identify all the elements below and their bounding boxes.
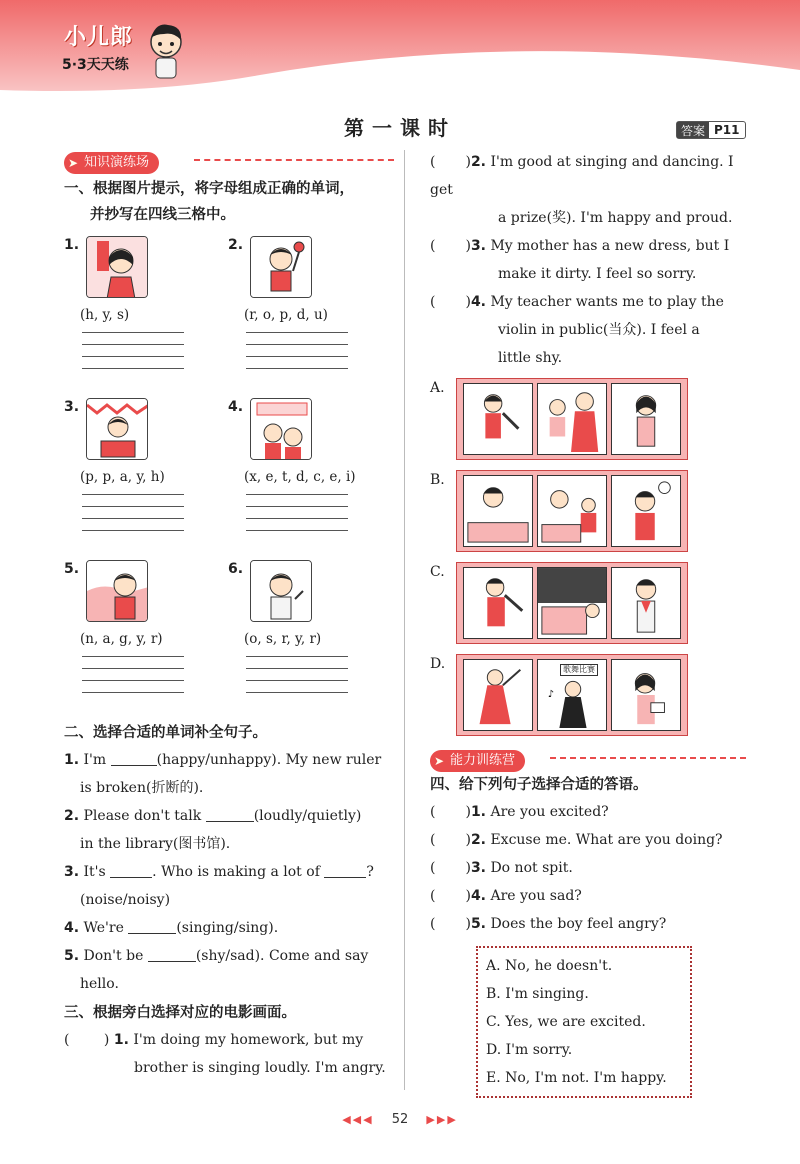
answer-blank[interactable] <box>128 918 176 934</box>
film-option-c[interactable] <box>430 562 750 644</box>
film-frame <box>463 475 533 547</box>
girl-violin-icon <box>464 384 532 454</box>
question-number: 4. <box>64 920 80 936</box>
part2-question-5 <box>64 942 394 998</box>
film-frame <box>537 659 607 731</box>
brand-subtitle: 5·3天天练 <box>62 57 129 73</box>
question-text: Do not spit. <box>490 860 573 876</box>
question-number: 3. <box>470 860 486 876</box>
answer-paren-close: ) <box>465 888 471 904</box>
item-number: 3. <box>64 399 80 415</box>
film-strip <box>456 470 688 552</box>
dancing-girl-icon <box>464 660 532 730</box>
question-text: hello. <box>80 976 119 992</box>
brand-logo <box>58 18 188 88</box>
question-text: Don't be <box>83 948 144 964</box>
answer-blank[interactable] <box>148 946 196 962</box>
question-text: (shy/sad). Come and say <box>195 948 369 964</box>
item-number: 4. <box>228 399 244 415</box>
banner-pill <box>64 152 159 174</box>
column-divider <box>404 150 405 1090</box>
answer-paren-open[interactable]: ( <box>430 832 436 848</box>
part1-heading <box>64 176 394 228</box>
question-number: 3. <box>470 238 486 254</box>
answer-paren-open[interactable]: ( <box>430 916 436 932</box>
question-text: (noise/noisy) <box>80 892 171 908</box>
question-text: I'm <box>83 752 107 768</box>
letter-hint: (r, o, p, d, u) <box>244 307 328 323</box>
question-text: (happy/unhappy). My new ruler <box>156 752 382 768</box>
banner-dash <box>550 757 746 759</box>
film-frame <box>537 383 607 455</box>
film-frame <box>463 567 533 639</box>
letter-hint: (p, p, a, y, h) <box>80 469 165 485</box>
boy-violin-icon <box>464 568 532 638</box>
film-frame <box>537 475 607 547</box>
question-text: Please don't talk <box>83 808 202 824</box>
film-frame <box>537 567 607 639</box>
part3-question-3 <box>430 232 750 288</box>
part4-question-2 <box>430 826 750 854</box>
four-line-grid[interactable] <box>82 494 184 542</box>
happy-birthday-picture <box>86 398 148 460</box>
question-text: Are you excited? <box>490 804 609 820</box>
answer-paren-close: ) <box>465 154 471 170</box>
contest-sign: 歌舞比赛 <box>560 664 598 676</box>
answer-paren-close: ) <box>465 832 471 848</box>
letter-hint: (n, a, g, y, r) <box>80 631 163 647</box>
banner-label: 能力训练营 <box>450 753 516 768</box>
answer-paren-open[interactable]: ( <box>430 860 436 876</box>
answer-paren-open[interactable]: ( <box>430 888 436 904</box>
answer-paren-close: ) <box>465 860 471 876</box>
brand-title: 小儿郎 <box>64 25 134 50</box>
part3-question-2 <box>430 148 750 232</box>
question-text: Are you sad? <box>490 888 582 904</box>
question-number: 4. <box>470 294 486 310</box>
question-text: violin in public(当众). I feel a <box>498 322 700 338</box>
film-frame <box>611 383 681 455</box>
question-text: make it dirty. I feel so sorry. <box>498 266 697 282</box>
part2-heading: 二、选择合适的单词补全句子。 <box>64 725 267 741</box>
question-number: 2. <box>64 808 80 824</box>
question-text: My teacher wants me to play the <box>490 294 724 310</box>
answer-options-box <box>476 946 692 1098</box>
part2-question-2 <box>64 802 394 858</box>
question-text: It's <box>83 864 106 880</box>
film-frame <box>611 475 681 547</box>
film-label: D. <box>430 656 446 672</box>
answer-blank[interactable] <box>110 862 152 878</box>
film-frame <box>611 659 681 731</box>
answer-paren-open[interactable]: ( <box>430 238 436 254</box>
film-frame <box>611 567 681 639</box>
mother-dress-icon <box>538 384 606 454</box>
question-text: Does the boy feel angry? <box>490 916 667 932</box>
question-text: in the library(图书馆). <box>80 836 231 852</box>
answer-paren-open[interactable]: ( <box>430 804 436 820</box>
question-number: 3. <box>64 864 80 880</box>
answer-paren-open[interactable]: ( <box>430 294 436 310</box>
four-line-grid[interactable] <box>246 494 348 542</box>
page-footer <box>0 1112 800 1127</box>
banner-label: 知识演练场 <box>84 155 150 170</box>
birthday-cake-icon <box>87 399 148 460</box>
left-arrows-icon: ◀◀◀ <box>342 1113 374 1126</box>
film-strip <box>456 654 688 736</box>
question-text: I'm doing my homework, but my <box>133 1032 364 1048</box>
answer-blank[interactable] <box>206 806 254 822</box>
part4-question-4 <box>430 882 750 910</box>
four-line-grid[interactable] <box>246 332 348 380</box>
question-text: (singing/sing). <box>176 920 279 936</box>
sorry-boy-picture <box>250 560 312 622</box>
question-text: is broken(折断的). <box>80 780 204 796</box>
answer-reference <box>676 121 746 139</box>
question-number: 2. <box>470 832 486 848</box>
option-item: A. No, he doesn't. <box>486 958 613 974</box>
answer-paren-close: ) <box>465 238 471 254</box>
answer-paren-close: ) <box>465 804 471 820</box>
question-text: . Who is making a lot of <box>152 864 320 880</box>
part3-heading: 三、根据旁白选择对应的电影画面。 <box>64 1005 296 1021</box>
lesson-title: 第一课时 <box>344 116 456 140</box>
banner-arrow-icon: ➤ <box>68 156 79 170</box>
right-column <box>430 148 750 1098</box>
angry-boy-picture <box>86 560 148 622</box>
part1-heading-line2: 并抄写在四线三格中。 <box>90 207 235 223</box>
part2-question-1 <box>64 746 394 802</box>
film-frame <box>463 659 533 731</box>
answer-paren-open[interactable]: ( <box>64 1032 70 1048</box>
question-text: little shy. <box>498 350 563 366</box>
sorry-boy-icon <box>251 561 312 622</box>
item-number: 5. <box>64 561 80 577</box>
option-item: C. Yes, we are excited. <box>486 1014 646 1030</box>
left-column <box>64 148 394 1082</box>
option-item: D. I'm sorry. <box>486 1042 573 1058</box>
question-number: 5. <box>470 916 486 932</box>
word-item <box>228 560 392 722</box>
film-option-b[interactable] <box>430 470 750 552</box>
svg-text:♪: ♪ <box>547 688 554 700</box>
answer-page: P11 <box>714 123 740 137</box>
item-number: 6. <box>228 561 244 577</box>
proud-boy-picture <box>250 236 312 298</box>
question-number: 4. <box>470 888 486 904</box>
boy-mascot-icon <box>146 20 186 80</box>
letter-hint: (x, e, t, d, c, e, i) <box>244 469 356 485</box>
shy-boy-icon <box>612 568 680 638</box>
part4-question-5 <box>430 910 750 938</box>
film-strip <box>456 378 688 460</box>
word-item <box>64 560 228 722</box>
part3-question-1 <box>64 1026 394 1082</box>
word-item <box>228 398 392 560</box>
answer-paren-open[interactable]: ( <box>430 154 436 170</box>
answer-paren-close: ) <box>465 294 471 310</box>
excited-kids-icon <box>251 399 312 460</box>
part2-question-4 <box>64 914 394 942</box>
letter-hint: (o, s, r, y, r) <box>244 631 322 647</box>
film-frame <box>463 383 533 455</box>
film-option-d[interactable] <box>430 654 750 736</box>
question-text: a prize(奖). I'm happy and proud. <box>498 210 733 226</box>
item-number: 1. <box>64 237 80 253</box>
question-text: ? <box>366 864 374 880</box>
question-text: We're <box>83 920 124 936</box>
part4-question-3 <box>430 854 750 882</box>
film-label: C. <box>430 564 445 580</box>
question-number: 1. <box>113 1032 129 1048</box>
shy-girl-icon <box>87 237 148 298</box>
question-text: Excuse me. What are you doing? <box>490 832 723 848</box>
question-number: 5. <box>64 948 80 964</box>
question-number: 1. <box>64 752 80 768</box>
section-banner-ability <box>430 746 750 770</box>
option-item: B. I'm singing. <box>486 986 589 1002</box>
answer-paren-close: ) <box>103 1032 110 1048</box>
shy-girl-picture <box>86 236 148 298</box>
letter-hint: (h, y, s) <box>80 307 130 323</box>
film-label: A. <box>430 380 445 396</box>
banner-arrow-icon: ➤ <box>434 754 445 768</box>
prize-girl-icon <box>612 660 680 730</box>
answer-paren-close: ) <box>465 916 471 932</box>
answer-blank[interactable] <box>324 862 366 878</box>
excited-kids-picture <box>250 398 312 460</box>
header-band <box>0 0 800 105</box>
question-text: (loudly/quietly) <box>253 808 362 824</box>
sorry-girl-icon <box>612 384 680 454</box>
four-line-grid[interactable] <box>82 332 184 380</box>
film-strip <box>456 562 688 644</box>
four-line-grid[interactable] <box>246 656 348 704</box>
part2-question-3 <box>64 858 394 914</box>
question-number: 1. <box>470 804 486 820</box>
option-item: E. No, I'm not. I'm happy. <box>486 1070 667 1086</box>
part3-question-4 <box>430 288 750 372</box>
film-label: B. <box>430 472 445 488</box>
question-text: My mother has a new dress, but I <box>490 238 730 254</box>
part1-heading-line1: 一、根据图片提示，将字母组成正确的单词， <box>64 181 354 197</box>
part4-question-1 <box>430 798 750 826</box>
banner-pill <box>430 750 525 772</box>
four-line-grid[interactable] <box>82 656 184 704</box>
item-number: 2. <box>228 237 244 253</box>
word-item <box>64 398 228 560</box>
answer-blank[interactable] <box>111 750 157 766</box>
answer-label: 答案 <box>677 122 709 138</box>
part4-heading: 四、给下列句子选择合适的答语。 <box>430 777 648 793</box>
angry-boy-icon <box>612 476 680 546</box>
section-banner-knowledge <box>64 148 394 172</box>
banner-dash <box>194 159 394 161</box>
angry-boy-icon <box>87 561 148 622</box>
question-text: brother is singing loudly. I'm angry. <box>134 1060 386 1076</box>
question-number: 2. <box>470 154 486 170</box>
page-number: 52 <box>391 1112 409 1127</box>
proud-boy-icon <box>251 237 312 298</box>
spitting-boy-icon <box>538 568 606 638</box>
picture-word-grid <box>64 236 394 722</box>
right-arrows-icon: ▶▶▶ <box>426 1113 458 1126</box>
singing-brother-icon <box>538 476 606 546</box>
question-text: I'm good at singing and dancing. I get <box>430 154 734 198</box>
homework-boy-icon <box>464 476 532 546</box>
word-item <box>64 236 228 398</box>
film-option-a[interactable] <box>430 378 750 460</box>
word-item <box>228 236 392 398</box>
